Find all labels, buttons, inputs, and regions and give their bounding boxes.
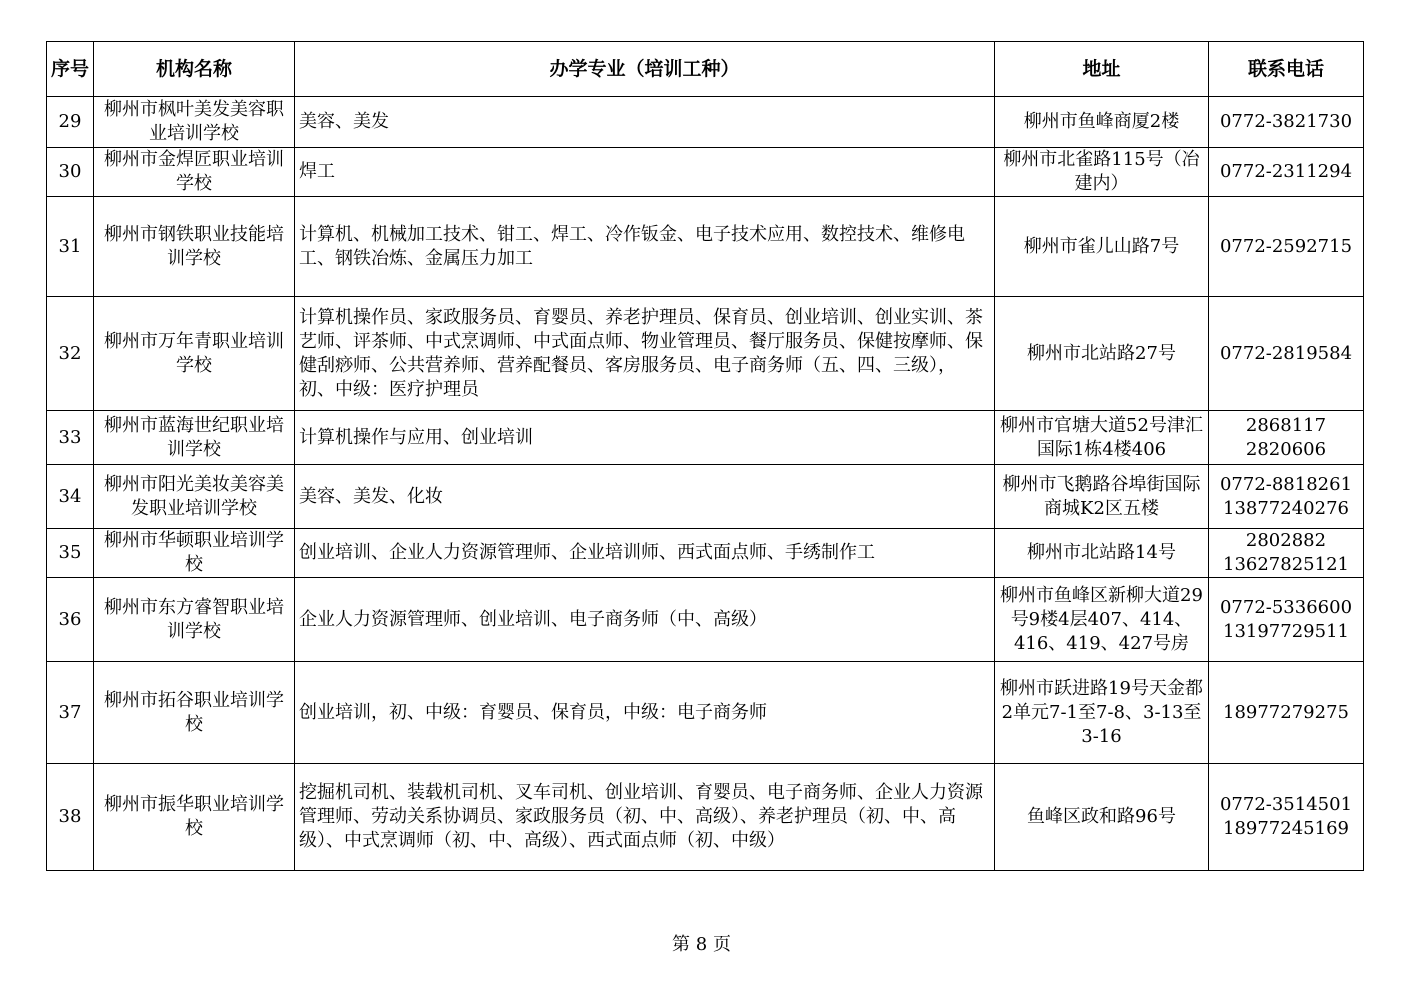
row-phone: 0772-2819584 <box>1209 297 1364 411</box>
header-addr: 地址 <box>995 42 1209 97</box>
row-phone: 2868117 2820606 <box>1209 411 1364 465</box>
table-row <box>47 662 1364 764</box>
row-addr: 柳州市鱼峰商厦2楼 <box>995 97 1209 148</box>
row-no: 35 <box>47 529 94 578</box>
row-no: 33 <box>47 411 94 465</box>
row-spec: 计算机操作与应用、创业培训 <box>295 411 995 465</box>
row-name: 柳州市钢铁职业技能培训学校 <box>94 197 295 297</box>
row-no: 30 <box>47 148 94 197</box>
row-addr: 柳州市北雀路115号（冶建内） <box>995 148 1209 197</box>
row-name: 柳州市枫叶美发美容职业培训学校 <box>94 97 295 148</box>
row-name: 柳州市华顿职业培训学校 <box>94 529 295 578</box>
row-addr: 柳州市北站路14号 <box>995 529 1209 578</box>
table-row <box>47 465 1364 529</box>
row-name: 柳州市阳光美妆美容美发职业培训学校 <box>94 465 295 529</box>
header-phone: 联系电话 <box>1209 42 1364 97</box>
row-spec: 创业培训、企业人力资源管理师、企业培训师、西式面点师、手绣制作工 <box>295 529 995 578</box>
row-spec: 创业培训，初、中级：育婴员、保育员，中级：电子商务师 <box>295 662 995 764</box>
table-row <box>47 148 1364 197</box>
row-phone: 0772-5336600 13197729511 <box>1209 578 1364 662</box>
row-addr: 柳州市雀儿山路7号 <box>995 197 1209 297</box>
table-row <box>47 197 1364 297</box>
row-spec: 美容、美发 <box>295 97 995 148</box>
row-addr: 柳州市官塘大道52号津汇国际1栋4楼406 <box>995 411 1209 465</box>
row-addr: 柳州市跃进路19号天金都2单元7-1至7-8、3-13至3-16 <box>995 662 1209 764</box>
row-name: 柳州市振华职业培训学校 <box>94 764 295 871</box>
row-spec: 挖掘机司机、装载机司机、叉车司机、创业培训、育婴员、电子商务师、企业人力资源管理师、劳动关系协调员、家政服务员（初、中、高级）、养老护理员（初、中、高级）、中式烹调师（初、中、高级）、西式面点师（初、中级） <box>295 764 995 871</box>
table-row <box>47 297 1364 411</box>
row-name: 柳州市拓谷职业培训学校 <box>94 662 295 764</box>
row-no: 38 <box>47 764 94 871</box>
row-phone: 0772-3821730 <box>1209 97 1364 148</box>
row-spec: 美容、美发、化妆 <box>295 465 995 529</box>
table-row <box>47 578 1364 662</box>
header-no: 序号 <box>47 42 94 97</box>
row-spec: 计算机操作员、家政服务员、育婴员、养老护理员、保育员、创业培训、创业实训、茶艺师、评茶师、中式烹调师、中式面点师、物业管理员、餐厅服务员、保健按摩师、保健刮痧师、公共营养师、营养配餐员、客房服务员、电子商务师（五、四、三级），初、中级：医疗护理员 <box>295 297 995 411</box>
row-addr: 鱼峰区政和路96号 <box>995 764 1209 871</box>
row-no: 31 <box>47 197 94 297</box>
row-phone: 0772-8818261 13877240276 <box>1209 465 1364 529</box>
row-addr: 柳州市鱼峰区新柳大道29号9楼4层407、414、416、419、427号房 <box>995 578 1209 662</box>
table-row <box>47 411 1364 465</box>
row-no: 29 <box>47 97 94 148</box>
page-number: 第 8 页 <box>672 934 731 955</box>
row-name: 柳州市万年青职业培训学校 <box>94 297 295 411</box>
row-phone: 0772-2592715 <box>1209 197 1364 297</box>
row-addr: 柳州市飞鹅路谷埠街国际商城K2区五楼 <box>995 465 1209 529</box>
row-spec: 焊工 <box>295 148 995 197</box>
row-spec: 企业人力资源管理师、创业培训、电子商务师（中、高级） <box>295 578 995 662</box>
table-header-row <box>47 42 1364 97</box>
row-name: 柳州市东方睿智职业培训学校 <box>94 578 295 662</box>
row-no: 37 <box>47 662 94 764</box>
row-addr: 柳州市北站路27号 <box>995 297 1209 411</box>
row-name: 柳州市金焊匠职业培训学校 <box>94 148 295 197</box>
table-row <box>47 97 1364 148</box>
row-spec: 计算机、机械加工技术、钳工、焊工、冷作钣金、电子技术应用、数控技术、维修电工、钢铁冶炼、金属压力加工 <box>295 197 995 297</box>
institution-table <box>46 41 1364 871</box>
row-no: 34 <box>47 465 94 529</box>
row-phone: 18977279275 <box>1209 662 1364 764</box>
row-no: 36 <box>47 578 94 662</box>
row-no: 32 <box>47 297 94 411</box>
header-spec: 办学专业（培训工种） <box>295 42 995 97</box>
table-row <box>47 764 1364 871</box>
row-phone: 0772-3514501 18977245169 <box>1209 764 1364 871</box>
header-name: 机构名称 <box>94 42 295 97</box>
row-name: 柳州市蓝海世纪职业培训学校 <box>94 411 295 465</box>
row-phone: 2802882 13627825121 <box>1209 529 1364 578</box>
table-row <box>47 529 1364 578</box>
row-phone: 0772-2311294 <box>1209 148 1364 197</box>
